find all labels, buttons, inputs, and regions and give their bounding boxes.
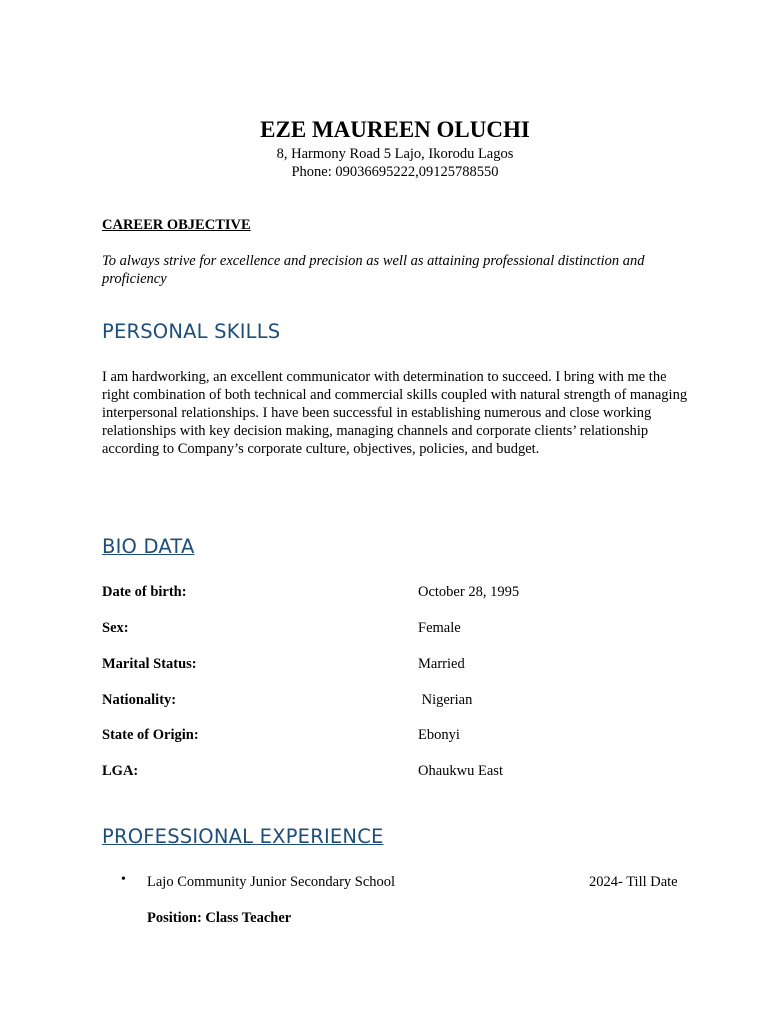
bio-value-sex: Female [418,620,461,636]
bio-label-marital-status: Marital Status: [102,656,197,672]
professional-experience-heading: PROFESSIONAL EXPERIENCE [102,825,384,848]
personal-skills-heading: PERSONAL SKILLS [102,320,281,343]
personal-skills-text: I am hardworking, an excellent communicator with determination to succeed. I bring with me the right combination of both technical and commercial skills coupled with natural strength of managing interpersonal relationships. I have been successful in establishing numerous and close working relationships with key decision making, managing channels and corporate clients’ relationship according to Company’s corporate culture, objectives, policies, and budget. [102,369,688,457]
bio-value-dob: October 28, 1995 [418,584,520,600]
bio-label-nationality: Nationality: [102,692,177,708]
bio-label-state-of-origin: State of Origin: [102,727,199,743]
experience-position: Position: Class Teacher [147,910,292,926]
bio-value-lga: Ohaukwu East [418,763,503,779]
experience-school: Lajo Community Junior Secondary School [147,874,396,890]
candidate-name: EZE MAUREEN OLUCHI [260,117,530,142]
bio-value-state-of-origin: Ebonyi [418,727,460,743]
bio-value-nationality: Nigerian [418,692,473,708]
bullet-icon: • [121,872,126,887]
career-objective-text: To always strive for excellence and precision as well as attaining professional distinction and proficiency [102,253,645,287]
bio-data-heading: BIO DATA [102,535,195,558]
candidate-address: 8, Harmony Road 5 Lajo, Ikorodu Lagos [276,146,514,162]
candidate-phone: Phone: 09036695222,09125788550 [291,164,499,180]
experience-date: 2024- Till Date [589,874,678,890]
bio-label-dob: Date of birth: [102,584,187,600]
bio-value-marital-status: Married [418,656,465,672]
bio-label-lga: LGA: [102,763,139,779]
career-objective-heading: CAREER OBJECTIVE [102,217,251,233]
bio-label-sex: Sex: [102,620,129,636]
